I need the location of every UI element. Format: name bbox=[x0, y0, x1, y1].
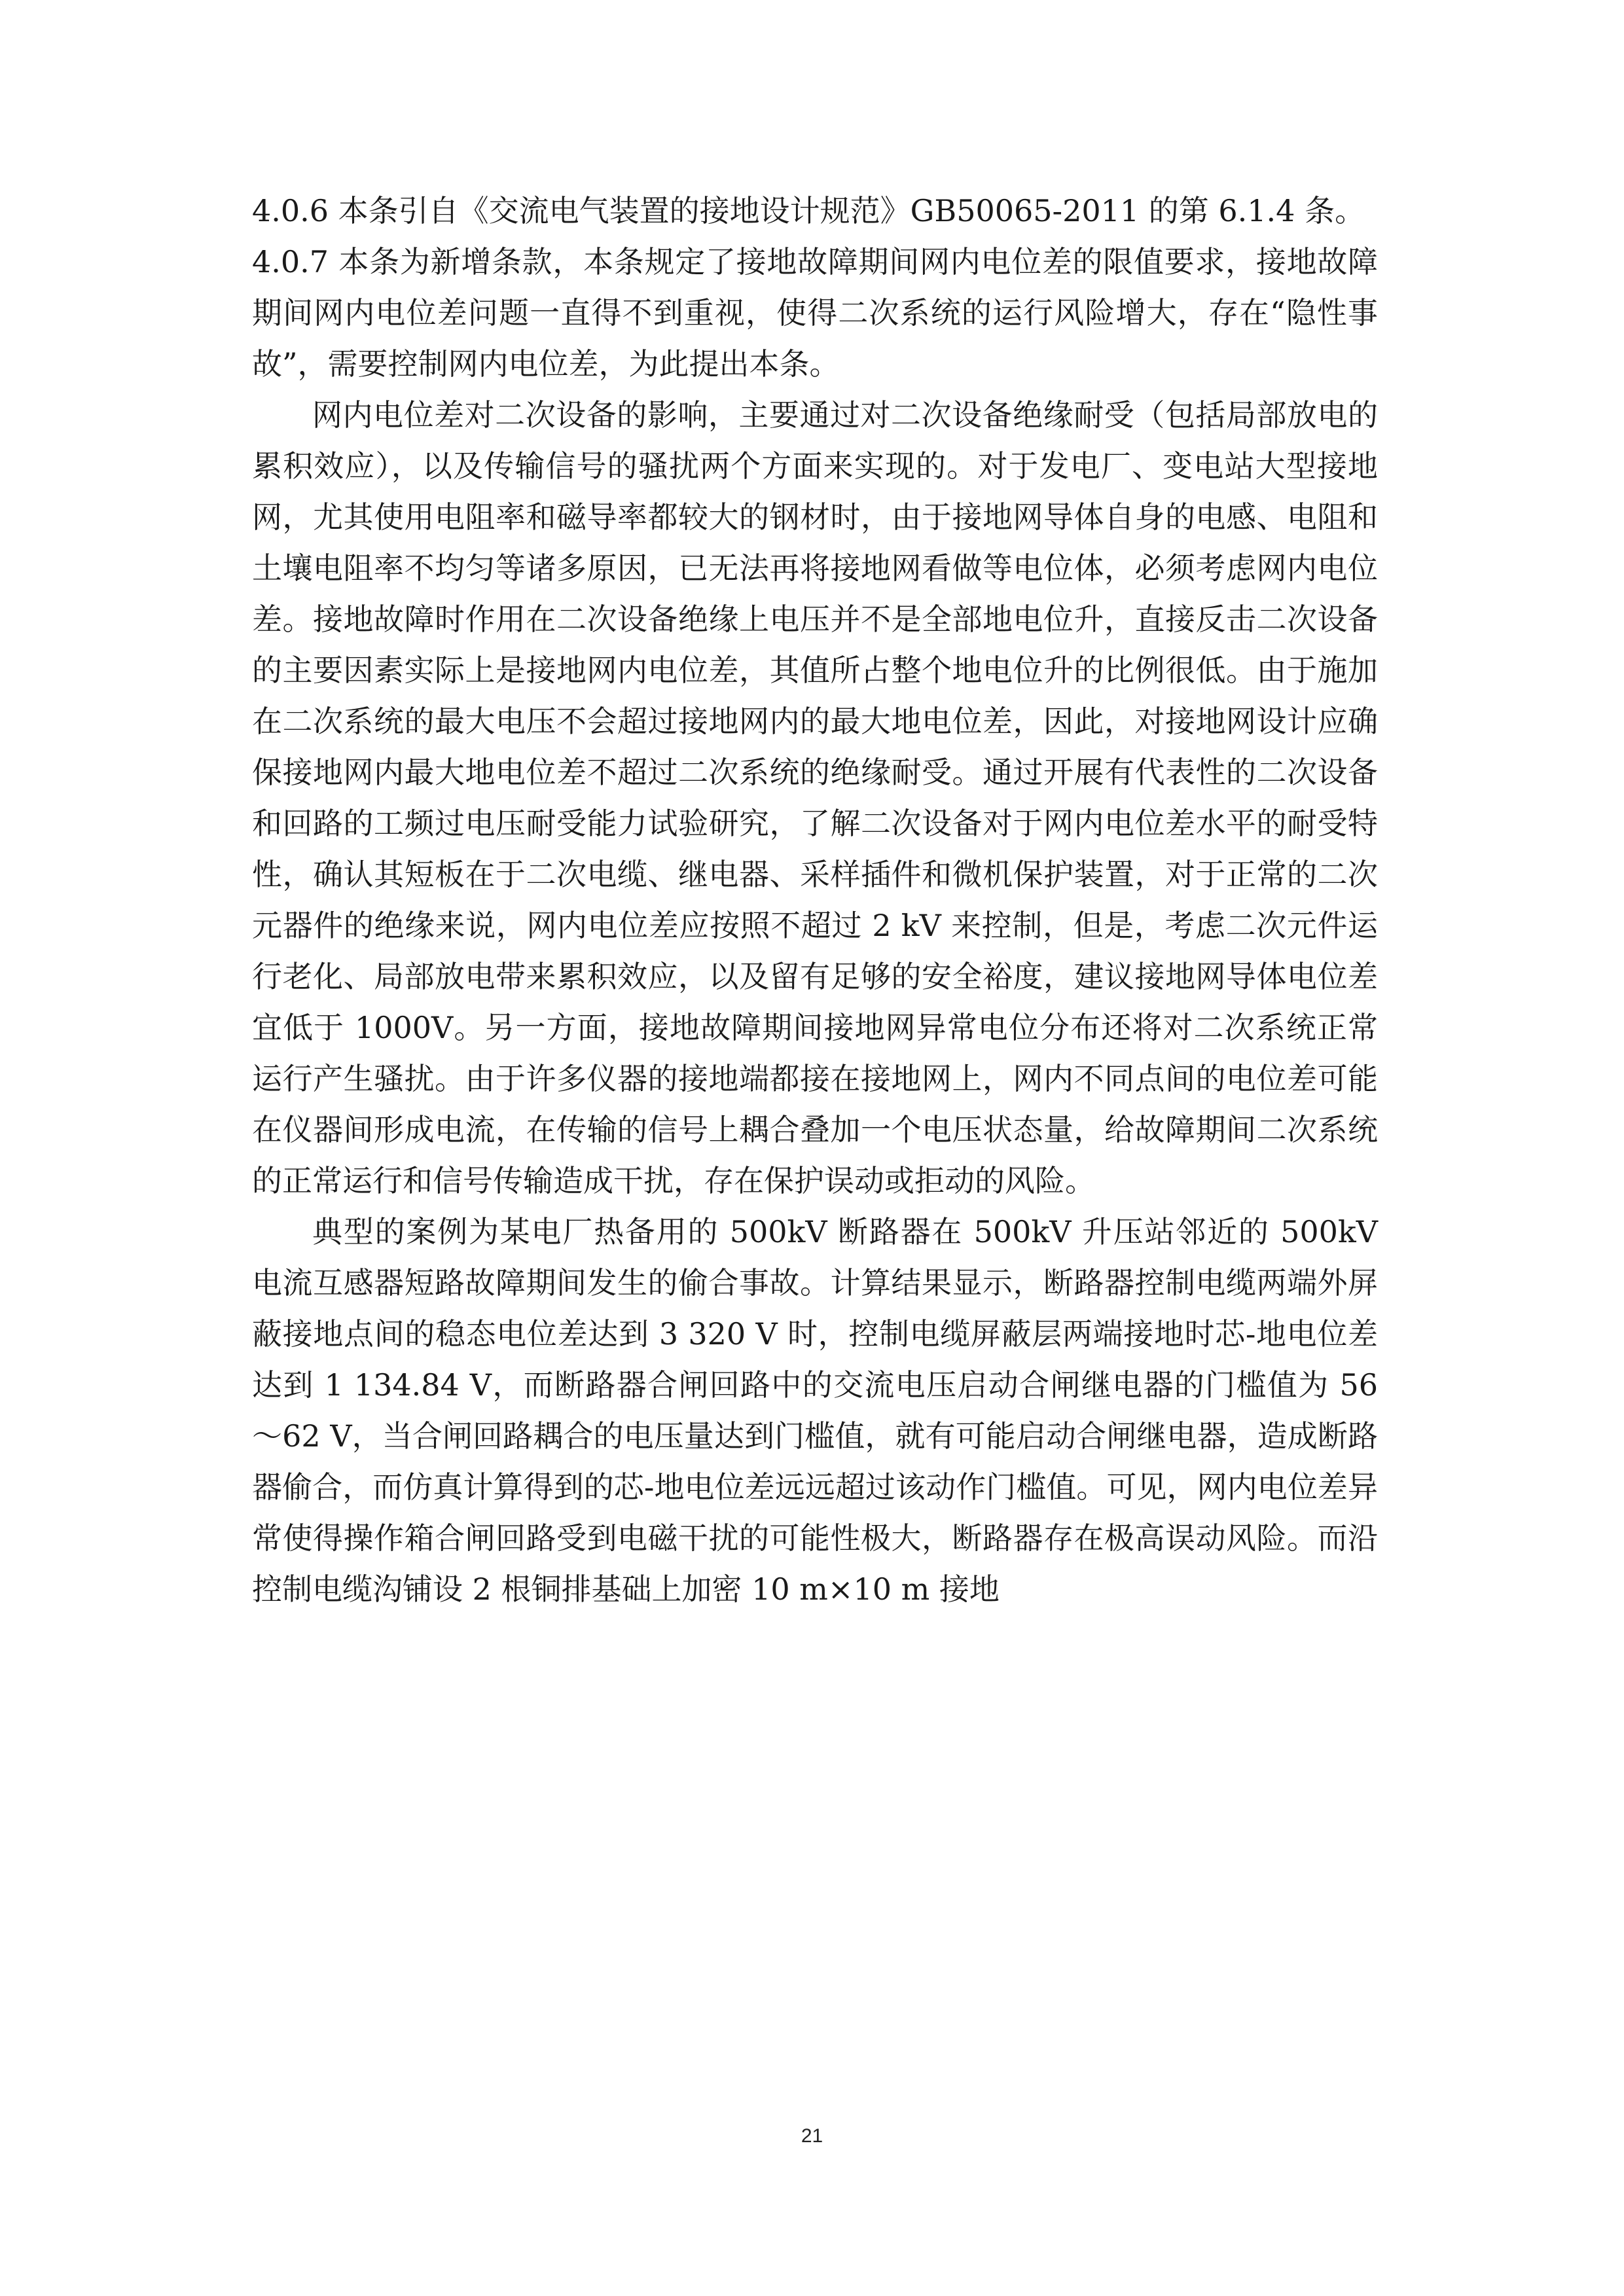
paragraph-case: 典型的案例为某电厂热备用的 500kV 断路器在 500kV 升压站邻近的 500kV 电流互感器短路故障期间发生的偷合事故。计算结果显示，断路器控制电缆两端外屏蔽接地点间的稳态电位差达到 3 320 V 时，控制电缆屏蔽层两端接地时芯-地电位差达到 1 134.84 V，而断路器合闸回路中的交流电压启动合闸继电器的门槛值为 56～62 V，当合闸回路耦合的电压量达到门槛值，就有可能启动合闸继电器，造成断路器偷合，而仿真计算得到的芯-地电位差远远超过该动作门槛值。可见，网内电位差异常使得操作箱合闸回路受到电磁干扰的可能性极大，断路器存在极高误动风险。而沿控制电缆沟铺设 2 根铜排基础上加密 10 m×10 m 接地 bbox=[252, 1214, 1378, 1607]
paragraph-influence: 网内电位差对二次设备的影响，主要通过对二次设备绝缘耐受（包括局部放电的累积效应），以及传输信号的骚扰两个方面来实现的。对于发电厂、变电站大型接地网，尤其使用电阻率和磁导率都较大的钢材时，由于接地网导体自身的电感、电阻和土壤电阻率不均匀等诸多原因，已无法再将接地网看做等电位体，必须考虑网内电位差。接地故障时作用在二次设备绝缘上电压并不是全部地电位升，直接反击二次设备的主要因素实际上是接地网内电位差，其值所占整个地电位升的比例很低。由于施加在二次系统的最大电压不会超过接地网内的最大地电位差，因此，对接地网设计应确保接地网内最大地电位差不超过二次系统的绝缘耐受。通过开展有代表性的二次设备和回路的工频过电压耐受能力试验研究，了解二次设备对于网内电位差水平的耐受特性，确认其短板在于二次电缆、继电器、采样插件和微机保护装置，对于正常的二次元器件的绝缘来说，网内电位差应按照不超过 2 kV 来控制，但是，考虑二次元件运行老化、局部放电带来累积效应，以及留有足够的安全裕度，建议接地网导体电位差宜低于 1000V。另一方面，接地故障期间接地网异常电位分布还将对二次系统正常运行产生骚扰。由于许多仪器的接地端都接在接地网上，网内不同点间的电位差可能在仪器间形成电流，在传输的信号上耦合叠加一个电压状态量，给故障期间二次系统的正常运行和信号传输造成干扰，存在保护误动或拒动的风险。 bbox=[252, 397, 1378, 1198]
paragraph-clause-4-0-6: 4.0.6 本条引自《交流电气装置的接地设计规范》GB50065-2011 的第 6.1.4 条。 bbox=[252, 193, 1365, 228]
paragraph-clause-4-0-7: 4.0.7 本条为新增条款，本条规定了接地故障期间网内电位差的限值要求，接地故障期间网内电位差问题一直得不到重视，使得二次系统的运行风险增大，存在“隐性事故”，需要控制网内电位差，为此提出本条。 bbox=[252, 244, 1378, 382]
page-number: 21 bbox=[801, 2125, 823, 2147]
body-text bbox=[252, 185, 1378, 1615]
